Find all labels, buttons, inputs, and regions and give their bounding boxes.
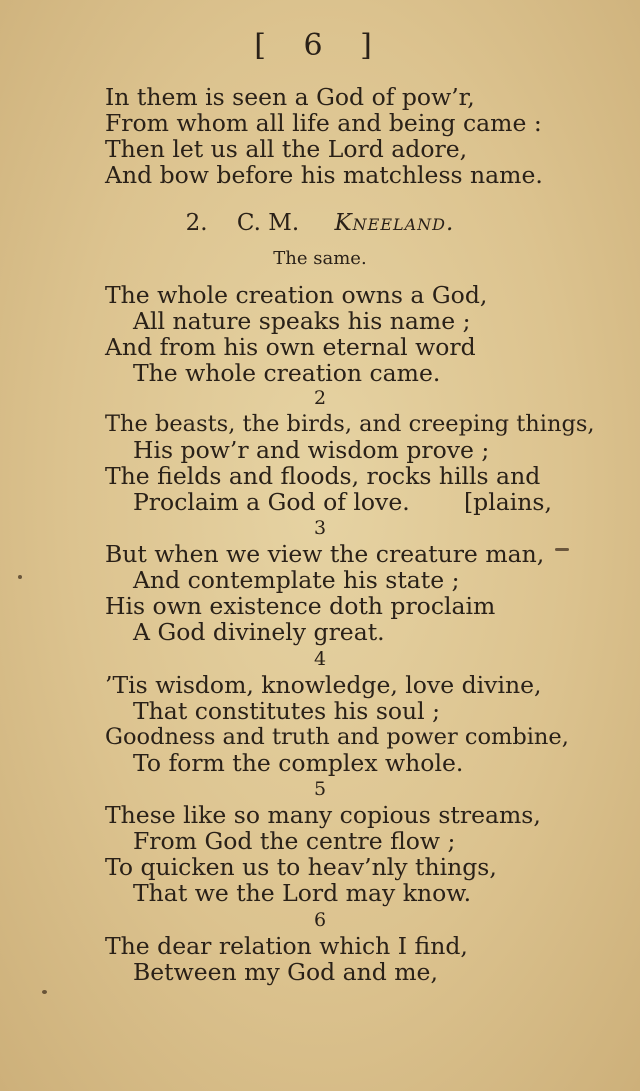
top-stanza-line-3: Then let us all the Lord adore, [105, 135, 468, 163]
verse-3-number: 3 [313, 517, 327, 539]
verse-4-line-3: Goodness and truth and power combine, [105, 724, 569, 750]
verse-6-number: 6 [313, 909, 327, 931]
verse-6-line-2: Between my God and me, [133, 958, 438, 986]
verse-2-line-2: His pow’r and wisdom prove ; [133, 436, 490, 464]
verse-5-line-1: These like so many copious streams, [105, 801, 541, 829]
verse-2-line-4: Proclaim a God of love. [133, 488, 410, 516]
foxing-spot [18, 575, 22, 579]
top-stanza-line-2: From whom all life and being came : [105, 109, 542, 137]
verse-5-number: 5 [313, 778, 327, 800]
verse-1-line-4: The whole creation came. [133, 359, 441, 387]
verse-5-line-4: That we the Lord may know. [133, 879, 472, 907]
verse-3-line-3: His own existence doth proclaim [105, 592, 496, 620]
verse-3-line-1: But when we view the creature man, [105, 540, 545, 568]
verse-4-number: 4 [313, 648, 327, 670]
verse-1-line-1: The whole creation owns a God, [105, 281, 488, 309]
verse-3-line-2: And contemplate his state ; [133, 566, 460, 594]
verse-5-line-3: To quicken us to heav’nly things, [105, 853, 497, 881]
verse-4-line-2: That constitutes his soul ; [133, 697, 441, 725]
top-stanza-line-1: In them is seen a God of pow’r, [105, 83, 475, 111]
verse-2-number: 2 [313, 387, 327, 409]
verse-5-line-2: From God the centre flow ; [133, 827, 456, 855]
verse-1-line-3: And from his own eternal word [105, 333, 476, 361]
hymn-subtitle: The same. [273, 248, 367, 269]
top-stanza-line-4: And bow before his matchless name. [105, 161, 543, 189]
hymn-number: 2. [185, 210, 208, 236]
verse-1-line-2: All nature speaks his name ; [133, 307, 471, 335]
foxing-spot [42, 990, 47, 994]
verse-2-overflow: [plains, [464, 488, 552, 516]
hymn-tune: Kneeland. [334, 210, 455, 236]
page-number: [ 6 ] [254, 28, 386, 63]
verse-3-line-4: A God divinely great. [133, 618, 385, 646]
ink-mark [555, 548, 569, 551]
hymn-heading [0, 210, 640, 236]
verse-6-line-1: The dear relation which I find, [105, 932, 468, 960]
verse-2-line-3: The fields and floods, rocks hills and [105, 462, 541, 490]
verse-4-line-1: ’Tis wisdom, knowledge, love divine, [105, 671, 542, 699]
verse-4-line-4: To form the complex whole. [133, 749, 464, 777]
verse-2-line-1: The beasts, the birds, and creeping things, [105, 411, 595, 437]
hymn-meter: C. M. [236, 210, 300, 236]
